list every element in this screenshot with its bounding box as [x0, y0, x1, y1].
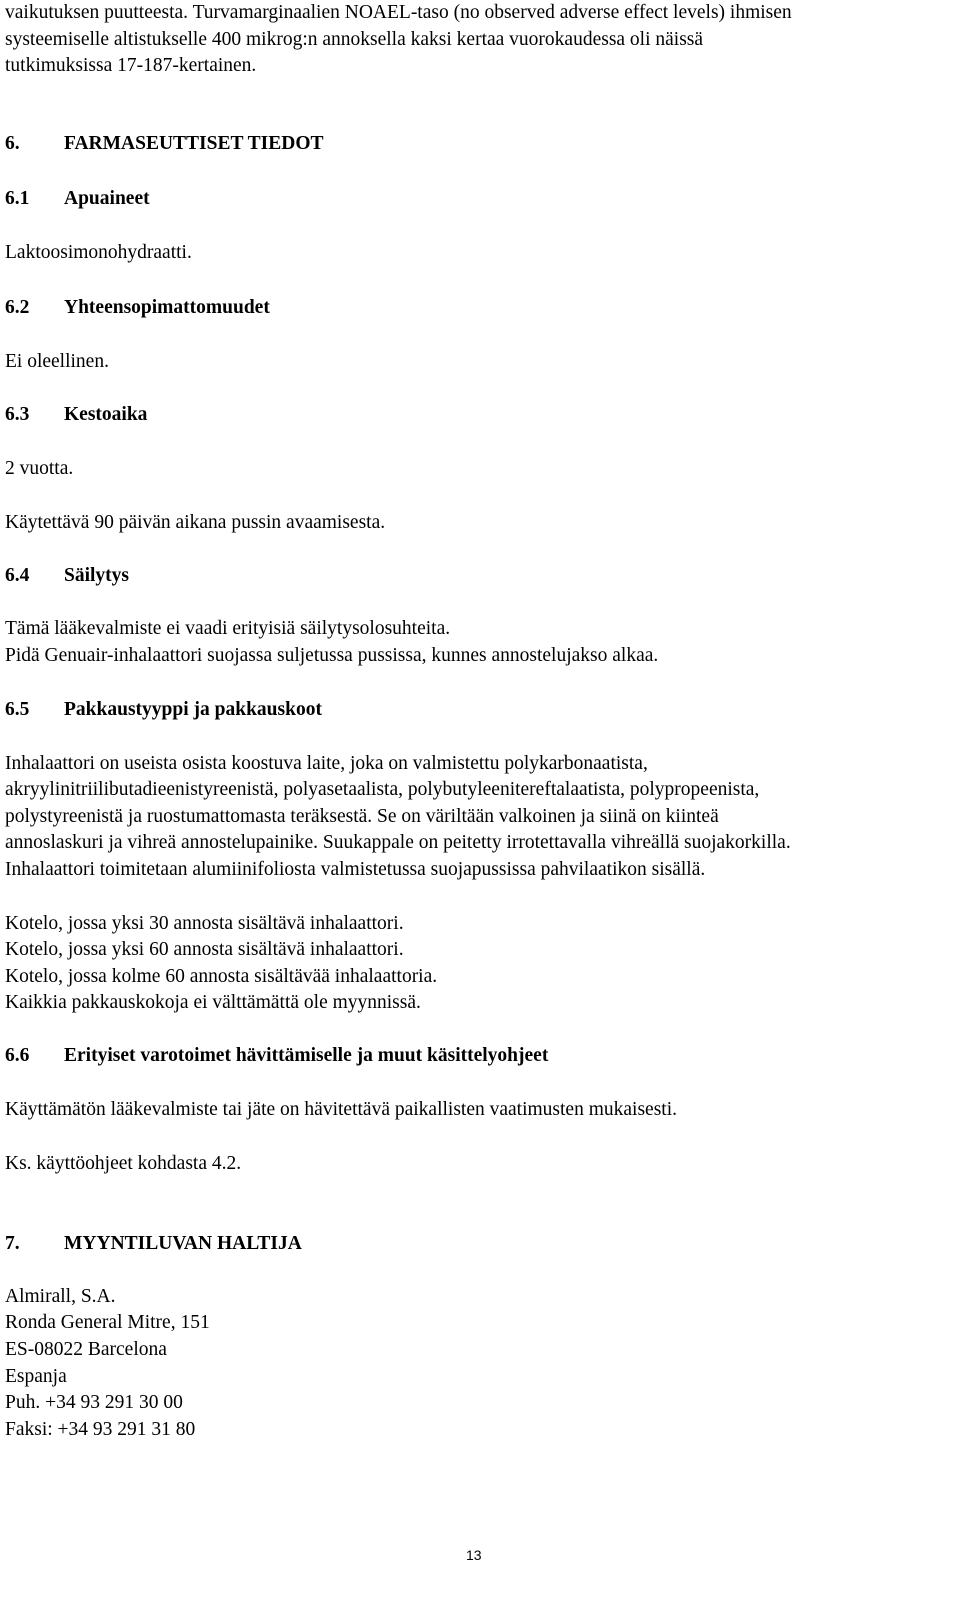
section-6-3-line: Käytettävä 90 päivän aikana pussin avaamisesta.	[5, 512, 386, 533]
section-6-5-title: Pakkaustyyppi ja pakkauskoot	[64, 699, 322, 720]
address-line: Puh. +34 93 291 30 00	[5, 1392, 183, 1413]
section-6-1-title: Apuaineet	[64, 188, 150, 209]
section-6-1-number: 6.1	[5, 188, 30, 209]
section-6-4-number: 6.4	[5, 565, 30, 586]
section-6-5-number: 6.5	[5, 699, 30, 720]
section-6-6-line: Ks. käyttöohjeet kohdasta 4.2.	[5, 1153, 242, 1174]
section-7-title: MYYNTILUVAN HALTIJA	[64, 1233, 302, 1254]
section-6-2-number: 6.2	[5, 297, 30, 318]
intro-line: tutkimuksissa 17-187-kertainen.	[5, 55, 257, 76]
section-6-3-title: Kestoaika	[64, 404, 148, 425]
section-6-5-paragraph-line: Inhalaattori toimitetaan alumiinifoliosta valmistetussa suojapussissa pahvilaatikon sisällä.	[5, 859, 706, 880]
section-6-5-paragraph-line: annoslaskuri ja vihreä annostelupainike. Suukappale on peitetty irrotettavalla vihreällä suojakorkilla.	[5, 832, 791, 853]
section-6-2-body: Ei oleellinen.	[5, 351, 109, 372]
section-6-1-body: Laktoosimonohydraatti.	[5, 242, 192, 263]
pack-size-line: Kotelo, jossa yksi 30 annosta sisältävä inhalaattori.	[5, 913, 404, 934]
section-6-4-line: Pidä Genuair-inhalaattori suojassa suljetussa pussissa, kunnes annostelujakso alkaa.	[5, 645, 659, 666]
section-6-6-title: Erityiset varotoimet hävittämiselle ja muut käsittelyohjeet	[64, 1045, 549, 1066]
section-7-number: 7.	[5, 1233, 20, 1254]
section-6-3-number: 6.3	[5, 404, 30, 425]
section-6-4-title: Säilytys	[64, 565, 130, 586]
section-6-5-paragraph-line: Inhalaattori on useista osista koostuva laite, joka on valmistettu polykarbonaatista,	[5, 753, 648, 774]
intro-line: vaikutuksen puutteesta. Turvamarginaalien NOAEL-taso (no observed adverse effect levels) ihmisen	[5, 2, 792, 23]
address-line: Faksi: +34 93 291 31 80	[5, 1419, 196, 1440]
pack-size-line: Kaikkia pakkauskokoja ei välttämättä ole myynnissä.	[5, 992, 421, 1013]
intro-line: systeemiselle altistukselle 400 mikrog:n annoksella kaksi kertaa vuorokaudessa oli näissä	[5, 29, 704, 50]
address-line: Espanja	[5, 1366, 67, 1387]
page-number: 13	[466, 1547, 482, 1563]
section-6-number: 6.	[5, 133, 20, 154]
section-6-4-line: Tämä lääkevalmiste ei vaadi erityisiä säilytysolosuhteita.	[5, 618, 451, 639]
section-6-5-paragraph-line: akryylinitriilibutadieenistyreenistä, polyasetaalista, polybutyleenitereftalaatista, polypropeenista,	[5, 779, 760, 800]
pack-size-line: Kotelo, jossa yksi 60 annosta sisältävä inhalaattori.	[5, 939, 404, 960]
section-6-3-line: 2 vuotta.	[5, 458, 74, 479]
address-line: ES-08022 Barcelona	[5, 1339, 167, 1360]
section-6-6-line: Käyttämätön lääkevalmiste tai jäte on hävitettävä paikallisten vaatimusten mukaisesti.	[5, 1099, 677, 1120]
section-6-2-title: Yhteensopimattomuudet	[64, 297, 270, 318]
section-6-title: FARMASEUTTISET TIEDOT	[64, 133, 324, 154]
address-line: Almirall, S.A.	[5, 1286, 116, 1307]
address-line: Ronda General Mitre, 151	[5, 1312, 210, 1333]
section-6-6-number: 6.6	[5, 1045, 30, 1066]
pack-size-line: Kotelo, jossa kolme 60 annosta sisältävää inhalaattoria.	[5, 966, 438, 987]
section-6-5-paragraph-line: polystyreenistä ja ruostumattomasta teräksestä. Se on väriltään valkoinen ja siinä on kiinteä	[5, 806, 719, 827]
